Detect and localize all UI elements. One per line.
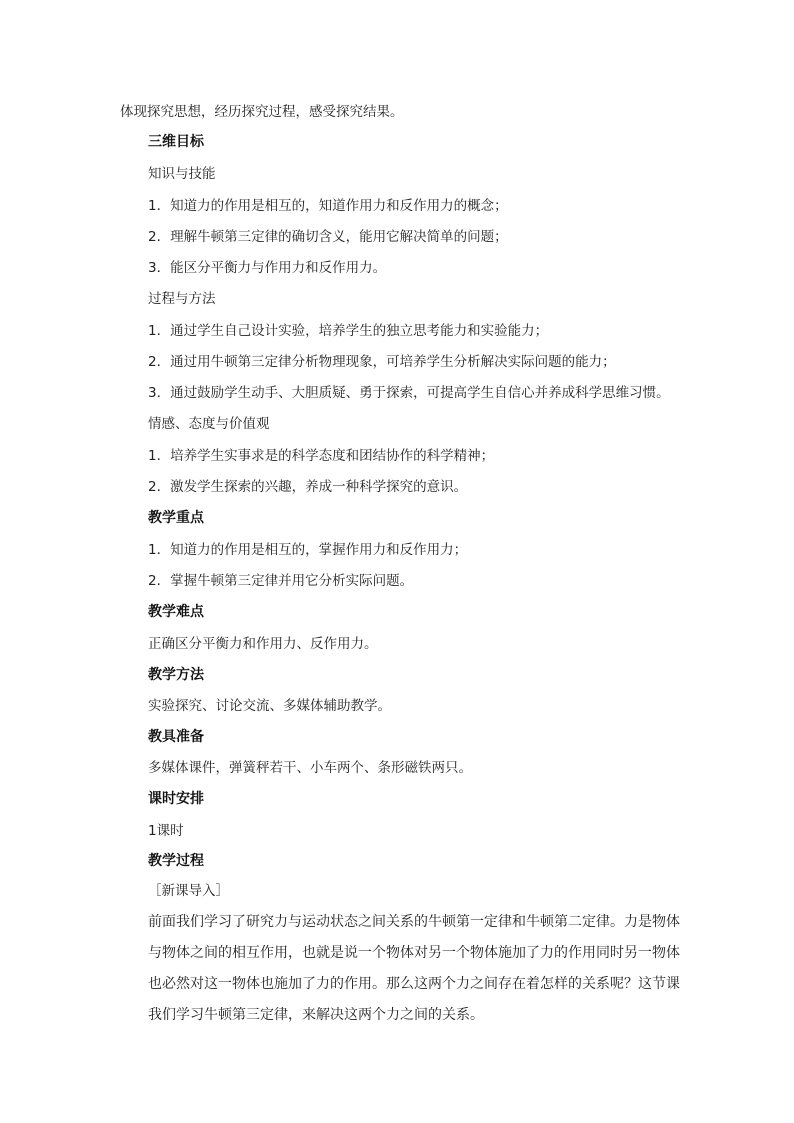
method-heading: 教学方法 xyxy=(148,667,204,683)
knowledge-item-3: 3．能区分平衡力与作用力和反作用力。 xyxy=(148,260,387,276)
goals-heading: 三维目标 xyxy=(148,134,204,150)
new-lesson-label: ［新课导入］ xyxy=(148,883,229,899)
process-item-2: 2．通过用牛顿第三定律分析物理现象，可培养学生分析解决实际问题的能力； xyxy=(148,354,616,370)
process-method-heading: 过程与方法 xyxy=(148,291,216,307)
paragraph-line-3: 也必然对这一物体也施加了力的作用。那么这两个力之间存在着怎样的关系呢？这节课 xyxy=(148,976,680,992)
process-item-1: 1．通过学生自己设计实验，培养学生的独立思考能力和实验能力； xyxy=(148,323,549,339)
difficulty-text: 正确区分平衡力和作用力、反作用力。 xyxy=(148,636,378,652)
intro-text: 体现探究思想，经历探究过程，感受探究结果。 xyxy=(120,104,404,120)
difficulty-heading: 教学难点 xyxy=(148,604,204,620)
process-item-3: 3．通过鼓励学生动手、大胆质疑、勇于探索，可提高学生自信心并养成科学思维习惯。 xyxy=(148,385,670,401)
teaching-process-heading: 教学过程 xyxy=(148,853,204,869)
key-points-heading: 教学重点 xyxy=(148,510,204,526)
knowledge-heading: 知识与技能 xyxy=(148,166,216,182)
tools-text: 多媒体课件，弹簧秤若干、小车两个、条形磁铁两只。 xyxy=(148,760,472,776)
schedule-heading: 课时安排 xyxy=(148,791,204,807)
schedule-text: 1课时 xyxy=(148,823,184,839)
knowledge-item-2: 2．理解牛顿第三定律的确切含义，能用它解决简单的问题； xyxy=(148,229,508,245)
emotion-item-1: 1．培养学生实事求是的科学态度和团结协作的科学精神； xyxy=(148,448,495,464)
method-text: 实验探究、讨论交流、多媒体辅助教学。 xyxy=(148,698,391,714)
paragraph-line-1: 前面我们学习了研究力与运动状态之间关系的牛顿第一定律和牛顿第二定律。力是物体 xyxy=(148,914,680,930)
key-point-1: 1．知道力的作用是相互的，掌握作用力和反作用力； xyxy=(148,542,468,558)
emotion-heading: 情感、态度与价值观 xyxy=(148,416,270,432)
tools-heading: 教具准备 xyxy=(148,729,204,745)
key-point-2: 2．掌握牛顿第三定律并用它分析实际问题。 xyxy=(148,573,414,589)
emotion-item-2: 2．激发学生探索的兴趣，养成一种科学探究的意识。 xyxy=(148,479,468,495)
paragraph-line-4: 我们学习牛顿第三定律，来解决这两个力之间的关系。 xyxy=(148,1007,484,1023)
knowledge-item-1: 1．知道力的作用是相互的，知道作用力和反作用力的概念； xyxy=(148,198,508,214)
paragraph-line-2: 与物体之间的相互作用，也就是说一个物体对另一个物体施加了力的作用同时另一物体 xyxy=(148,945,680,961)
